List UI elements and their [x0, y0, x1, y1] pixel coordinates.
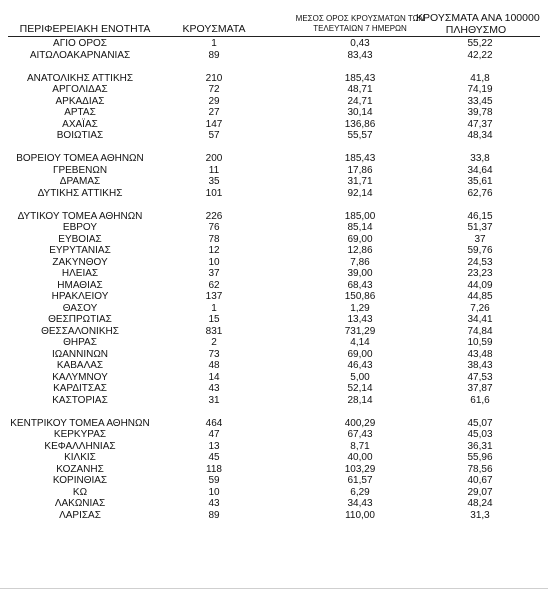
avg-cell: 30,14: [347, 107, 373, 118]
per100k-cell: 45,07: [467, 417, 493, 429]
avg-cell: 17,86: [347, 164, 373, 176]
per100k-cell: 42,22: [467, 49, 493, 61]
region-cell: ΒΟΙΩΤΙΑΣ: [56, 130, 104, 141]
avg-cell: 731,29: [344, 325, 376, 337]
avg-cell: 52,14: [347, 383, 373, 394]
region-cell: ΗΛΕΙΑΣ: [61, 268, 99, 279]
region-cell: ΚΩ: [72, 486, 88, 498]
table-row: [0, 395, 548, 407]
header-cases-per-100k: [416, 12, 540, 36]
cases-cell: 210: [205, 72, 223, 84]
per100k-cell: 59,76: [467, 245, 493, 256]
avg-cell: 7,86: [350, 256, 370, 268]
table-row: [0, 360, 548, 372]
avg-cell: 1,29: [350, 302, 370, 314]
avg-cell: 55,57: [347, 130, 373, 141]
per100k-cell: 37: [474, 233, 486, 245]
region-cell: ΙΩΑΝΝΙΝΩΝ: [51, 348, 109, 360]
per100k-cell: 61,6: [470, 394, 490, 406]
cases-cell: 72: [208, 84, 220, 95]
region-cell: ΛΑΡΙΣΑΣ: [59, 509, 101, 521]
avg-cell: 13,43: [347, 314, 373, 325]
per100k-cell: 10,59: [467, 337, 493, 348]
group-spacer: [0, 142, 548, 154]
cases-cell: 35: [208, 176, 220, 187]
region-cell: ΚΟΡΙΝΘΙΑΣ: [52, 475, 108, 486]
cases-cell: 37: [208, 268, 220, 279]
avg-cell: 110,00: [345, 509, 375, 521]
region-cell: ΑΡΚΑΔΙΑΣ: [55, 95, 105, 107]
per100k-cell: 55,22: [467, 38, 493, 49]
per100k-cell: 44,09: [467, 279, 493, 291]
region-cell: ΚΑΒΑΛΑΣ: [56, 360, 104, 371]
cases-cell: 13: [208, 440, 220, 452]
region-cell: ΘΑΣΟΥ: [62, 302, 98, 314]
table-row: [0, 257, 548, 269]
table-row: [0, 475, 548, 487]
avg-cell: 12,86: [347, 245, 373, 256]
table-row: [0, 130, 548, 142]
table-row: [0, 84, 548, 96]
header-per100k-line-2: ΠΛΗΘΥΣΜΟ: [445, 24, 507, 36]
per100k-cell: 38,43: [467, 360, 493, 371]
header-per100k-line-1: ΚΡΟΥΣΜΑΤΑ ΑΝΑ 100000: [416, 12, 540, 24]
cases-cell: 101: [205, 187, 223, 199]
table-row: [0, 487, 548, 499]
per100k-cell: 44,85: [467, 291, 493, 302]
table-row: [0, 303, 548, 315]
per100k-cell: 34,41: [467, 314, 493, 325]
cases-cell: 48: [208, 360, 220, 371]
group-spacer: [0, 61, 548, 73]
per100k-cell: 36,31: [467, 440, 493, 452]
per100k-cell: 48,24: [467, 498, 493, 509]
region-cell: ΚΟΖΑΝΗΣ: [56, 463, 104, 475]
avg-cell: 24,71: [347, 95, 373, 107]
per100k-cell: 74,84: [467, 325, 493, 337]
cases-cell: 73: [208, 348, 220, 360]
avg-cell: 400,29: [344, 417, 376, 429]
cases-cell: 47: [208, 429, 220, 440]
avg-cell: 5,00: [350, 371, 370, 383]
table-row: [0, 418, 548, 430]
cases-cell: 118: [206, 463, 222, 475]
avg-cell: 92,14: [347, 187, 373, 199]
avg-cell: 69,00: [347, 348, 373, 360]
region-cell: ΔΥΤΙΚΗΣ ΑΤΤΙΚΗΣ: [37, 187, 123, 199]
cases-cell: 78: [208, 233, 220, 245]
table-row: [0, 73, 548, 85]
cases-cell: 12: [208, 245, 220, 256]
region-cell: ΑΝΑΤΟΛΙΚΗΣ ΑΤΤΙΚΗΣ: [26, 72, 134, 84]
region-cell: ΚΑΛΥΜΝΟΥ: [52, 371, 108, 383]
region-cell: ΔΥΤΙΚΟΥ ΤΟΜΕΑ ΑΘΗΝΩΝ: [17, 210, 143, 222]
per100k-cell: 47,53: [467, 371, 493, 383]
per100k-cell: 39,78: [467, 107, 493, 118]
avg-cell: 48,71: [347, 84, 373, 95]
table-row: [0, 222, 548, 234]
avg-cell: 103,29: [344, 463, 376, 475]
region-cell: ΚΕΝΤΡΙΚΟΥ ΤΟΜΕΑ ΑΘΗΝΩΝ: [10, 417, 150, 429]
per100k-cell: 37,87: [467, 383, 493, 394]
region-cell: ΑΡΓΟΛΙΔΑΣ: [52, 84, 108, 95]
region-cell: ΔΡΑΜΑΣ: [59, 176, 101, 187]
cases-cell: 2: [211, 337, 217, 348]
region-cell: ΚΑΡΔΙΤΣΑΣ: [53, 383, 107, 394]
cases-cell: 89: [208, 49, 220, 61]
avg-cell: 136,86: [344, 118, 376, 130]
avg-cell: 34,43: [347, 498, 373, 509]
table-row: [0, 326, 548, 338]
per100k-cell: 43,48: [467, 348, 493, 360]
per100k-cell: 41,8: [470, 72, 490, 84]
table-row: [0, 429, 548, 441]
cases-cell: 831: [205, 325, 223, 337]
header-region: ΠΕΡΙΦΕΡΕΙΑΚΗ ΕΝΟΤΗΤΑ: [19, 23, 151, 35]
avg-cell: 40,00: [347, 452, 373, 463]
region-cell: ΒΟΡΕΙΟΥ ΤΟΜΕΑ ΑΘΗΝΩΝ: [16, 153, 144, 164]
cases-cell: 137: [205, 291, 223, 302]
cases-cell: 11: [208, 164, 220, 176]
region-cell: ΚΑΣΤΟΡΙΑΣ: [52, 394, 108, 406]
per100k-cell: 40,67: [467, 475, 493, 486]
cases-cell: 59: [208, 475, 220, 486]
cases-cell: 62: [208, 279, 220, 291]
cases-cell: 43: [208, 383, 220, 394]
avg-cell: 4,14: [350, 337, 370, 348]
table-row: [0, 280, 548, 292]
table-row: [0, 498, 548, 510]
region-cell: ΚΕΡΚΥΡΑΣ: [53, 429, 107, 440]
table-row: [0, 50, 548, 62]
table-row: [0, 349, 548, 361]
per100k-cell: 62,76: [467, 187, 493, 199]
table-row: [0, 452, 548, 464]
table-row: [0, 441, 548, 453]
per100k-cell: 35,61: [467, 176, 493, 187]
header-divider: [8, 36, 540, 37]
table-row: [0, 211, 548, 223]
header-avg-line-2: ΤΕΛΕΥΤΑΙΩΝ 7 ΗΜΕΡΩΝ: [313, 24, 407, 33]
avg-cell: 185,43: [344, 153, 376, 164]
region-cell: ΕΥΒΟΙΑΣ: [58, 233, 102, 245]
region-cell: ΛΑΚΩΝΙΑΣ: [54, 498, 106, 509]
header-avg-7-days: [285, 14, 435, 34]
avg-cell: 8,71: [350, 440, 370, 452]
region-cell: ΕΒΡΟΥ: [62, 222, 98, 233]
header-avg-line-1: ΜΕΣΟΣ ΟΡΟΣ ΚΡΟΥΣΜΑΤΩΝ ΤΩΝ: [295, 14, 425, 23]
avg-cell: 67,43: [347, 429, 373, 440]
region-cell: ΚΙΛΚΙΣ: [64, 452, 96, 463]
per100k-cell: 29,07: [467, 486, 493, 498]
bottom-divider: [0, 588, 548, 589]
cases-cell: 15: [208, 314, 220, 325]
per100k-cell: 24,53: [467, 256, 493, 268]
header-cases: ΚΡΟΥΣΜΑΤΑ: [182, 23, 246, 35]
table-row: [0, 510, 548, 522]
cases-cell: 200: [205, 153, 223, 164]
table-row: [0, 96, 548, 108]
table-body: [0, 38, 548, 521]
per100k-cell: 55,96: [467, 452, 493, 463]
per100k-cell: 78,56: [467, 463, 493, 475]
cases-cell: 43: [208, 498, 220, 509]
per100k-cell: 46,15: [467, 210, 493, 222]
table-row: [0, 38, 548, 50]
region-cell: ΕΥΡΥΤΑΝΙΑΣ: [49, 245, 111, 256]
cases-cell: 45: [208, 452, 220, 463]
avg-cell: 68,43: [347, 279, 373, 291]
table-row: [0, 314, 548, 326]
per100k-cell: 51,37: [467, 222, 493, 233]
avg-cell: 28,14: [347, 394, 373, 406]
region-cell: ΑΙΤΩΛΟΑΚΑΡΝΑΝΙΑΣ: [29, 49, 131, 61]
avg-cell: 150,86: [344, 291, 376, 302]
table-row: [0, 176, 548, 188]
cases-cell: 226: [205, 210, 223, 222]
per100k-cell: 48,34: [467, 130, 493, 141]
region-cell: ΑΧΑΪΑΣ: [62, 118, 98, 130]
region-cell: ΘΕΣΠΡΩΤΙΑΣ: [48, 314, 112, 325]
per100k-cell: 45,03: [467, 429, 493, 440]
cases-cell: 29: [208, 95, 220, 107]
avg-cell: 61,57: [347, 475, 373, 486]
table-row: [0, 268, 548, 280]
per100k-cell: 33,45: [467, 95, 493, 107]
avg-cell: 83,43: [347, 49, 373, 61]
table-row: [0, 153, 548, 165]
table-row: [0, 383, 548, 395]
avg-cell: 46,43: [347, 360, 373, 371]
region-cell: ΘΗΡΑΣ: [63, 337, 97, 348]
region-cell: ΓΡΕΒΕΝΩΝ: [52, 164, 108, 176]
cases-cell: 14: [208, 371, 220, 383]
per100k-cell: 47,37: [467, 118, 493, 130]
cases-cell: 27: [208, 107, 220, 118]
cases-cell: 89: [208, 509, 220, 521]
region-cell: ΗΜΑΘΙΑΣ: [57, 279, 103, 291]
avg-cell: 85,14: [347, 222, 373, 233]
table-row: [0, 291, 548, 303]
cases-cell: 57: [208, 130, 220, 141]
cases-cell: 10: [208, 486, 220, 498]
cases-cell: 10: [208, 256, 220, 268]
avg-cell: 0,43: [350, 38, 370, 49]
avg-cell: 185,43: [344, 72, 376, 84]
cases-cell: 464: [205, 417, 223, 429]
cases-cell: 147: [205, 118, 223, 130]
region-cell: ΘΕΣΣΑΛΟΝΙΚΗΣ: [41, 325, 119, 337]
table-row: [0, 245, 548, 257]
region-cell: ΑΡΤΑΣ: [64, 107, 96, 118]
avg-cell: 31,71: [347, 176, 373, 187]
table-row: [0, 188, 548, 200]
per100k-cell: 33,8: [470, 153, 490, 164]
per100k-cell: 34,64: [467, 164, 493, 176]
per100k-cell: 23,23: [467, 268, 493, 279]
cases-cell: 1: [211, 302, 217, 314]
cases-cell: 76: [208, 222, 220, 233]
region-cell: ΑΓΙΟ ΟΡΟΣ: [53, 38, 107, 49]
per100k-cell: 74,19: [467, 84, 493, 95]
group-spacer: [0, 406, 548, 418]
region-cell: ΗΡΑΚΛΕΙΟΥ: [51, 291, 109, 302]
table-row: [0, 165, 548, 177]
per100k-cell: 7,26: [470, 302, 490, 314]
table-row: [0, 234, 548, 246]
per100k-cell: 31,3: [470, 509, 490, 521]
table-row: [0, 337, 548, 349]
cases-cell: 1: [211, 38, 217, 49]
avg-cell: 185,00: [344, 210, 376, 222]
group-spacer: [0, 199, 548, 211]
table-row: [0, 372, 548, 384]
table-row: [0, 464, 548, 476]
region-cell: ΖΑΚΥΝΘΟΥ: [52, 256, 108, 268]
avg-cell: 69,00: [347, 233, 373, 245]
avg-cell: 39,00: [347, 268, 373, 279]
cases-cell: 31: [208, 394, 220, 406]
avg-cell: 6,29: [350, 486, 370, 498]
table-row: [0, 107, 548, 119]
table-row: [0, 119, 548, 131]
region-cell: ΚΕΦΑΛΛΗΝΙΑΣ: [44, 440, 116, 452]
